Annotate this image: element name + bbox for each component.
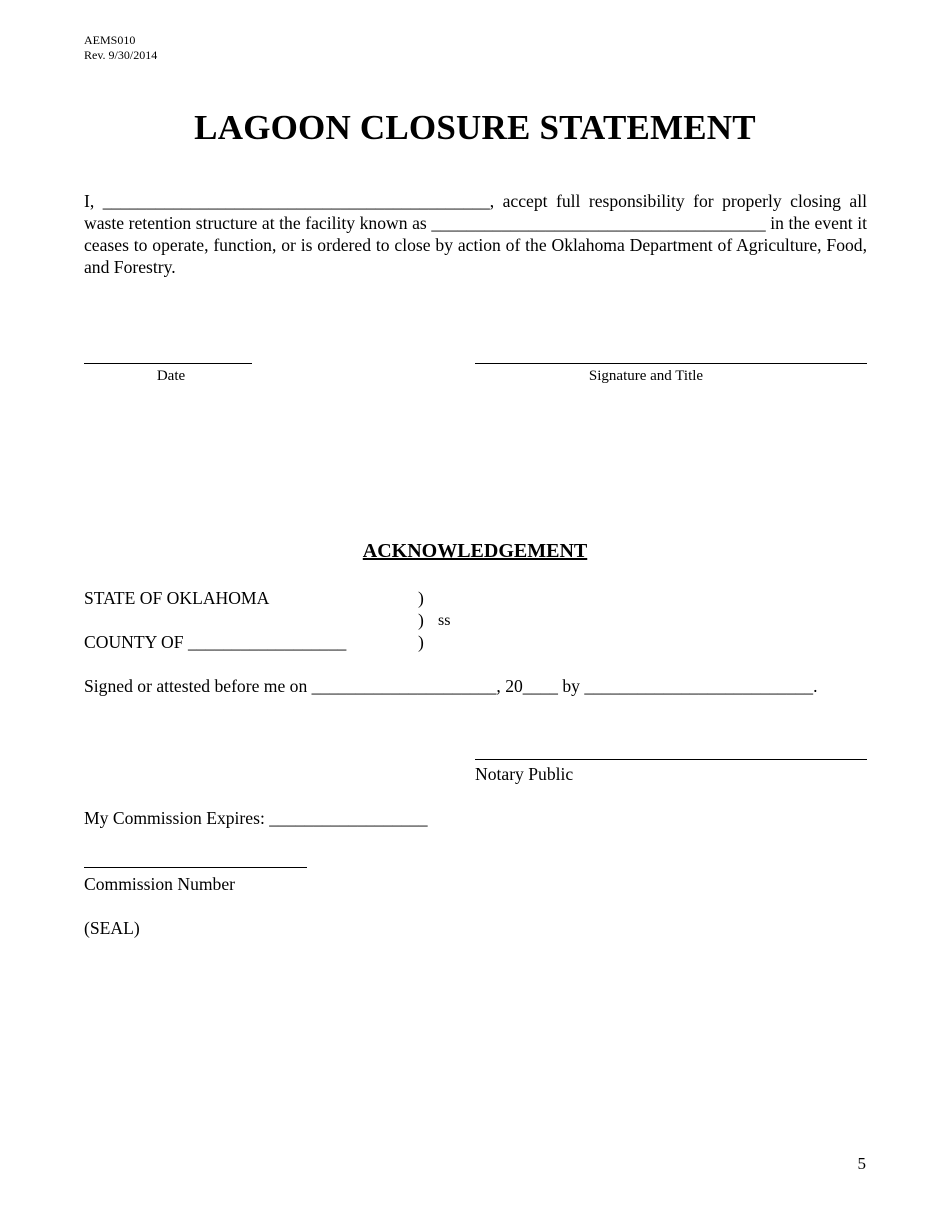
statement-paragraph: I, ____________________________________________, accept full responsibility for properly closing all waste retention structure at the facility known as ______________________________________ in the event it ceases to operate, function, or is ordered to close by action of the Oklahoma Department of Agriculture, Food, and Forestry.: [84, 191, 867, 277]
county-label: COUNTY OF __________________: [84, 632, 347, 652]
venue-paren-1: ): [418, 588, 424, 608]
signature-line[interactable]: [475, 363, 867, 364]
state-label: STATE OF OKLAHOMA: [84, 588, 270, 608]
commission-expires: My Commission Expires: __________________: [84, 808, 428, 828]
notary-signature-line[interactable]: [475, 759, 867, 760]
commission-number-label: Commission Number: [84, 874, 236, 894]
form-revision: Rev. 9/30/2014: [84, 48, 158, 62]
page-title: LAGOON CLOSURE STATEMENT: [194, 108, 756, 147]
form-id: AEMS010: [84, 33, 136, 47]
signed-attested-line: Signed or attested before me on _____________________, 20____ by __________________________.: [84, 676, 818, 696]
page-number: 5: [857, 1154, 866, 1173]
seal-label: (SEAL): [84, 918, 140, 938]
form-code-block: [84, 33, 157, 63]
venue-paren-2: ): [418, 610, 424, 630]
acknowledgement-heading: ACKNOWLEDGEMENT: [362, 540, 588, 562]
notary-public-label: Notary Public: [475, 764, 574, 784]
signature-title-label: Signature and Title: [588, 368, 704, 384]
date-label: Date: [156, 368, 186, 384]
venue-paren-3: ): [418, 632, 424, 652]
date-line[interactable]: [84, 363, 252, 364]
commission-number-line[interactable]: [84, 867, 307, 868]
venue-ss: ss: [438, 612, 451, 629]
